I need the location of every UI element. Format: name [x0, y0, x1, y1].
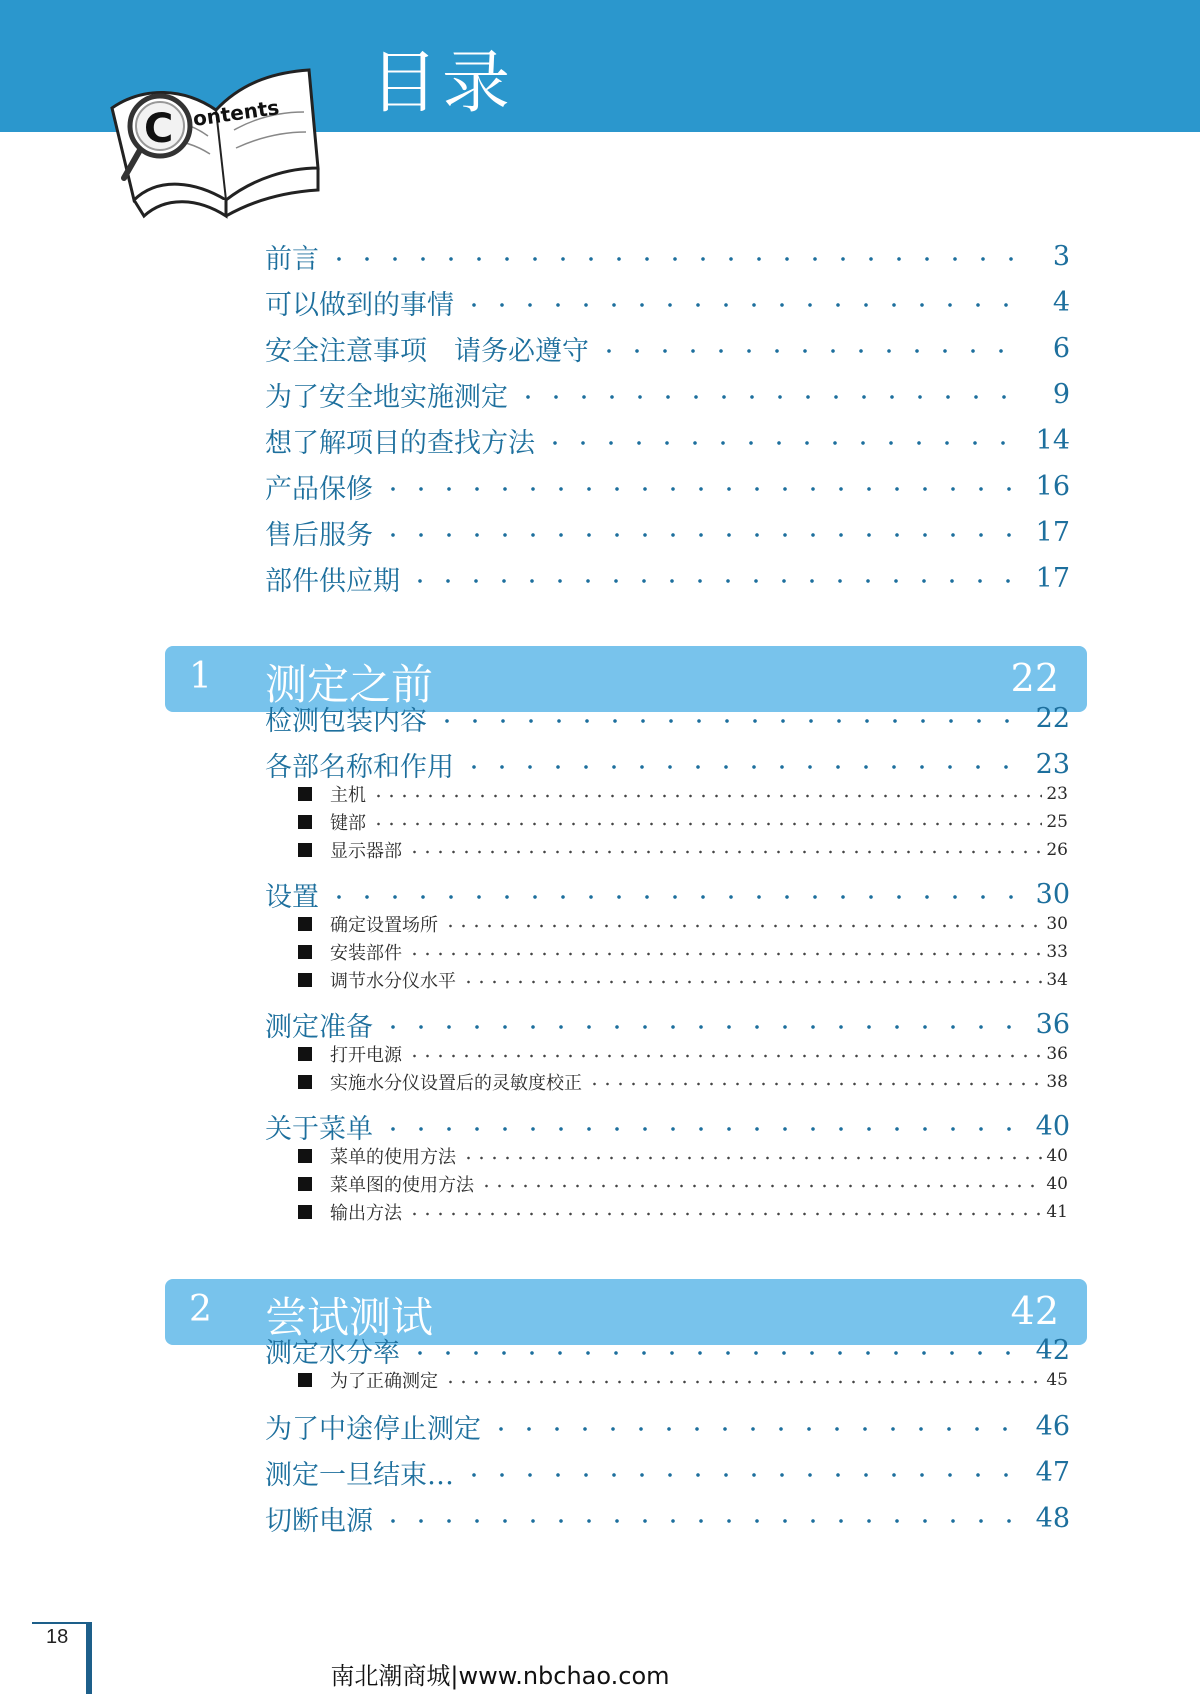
toc-entry-label: 关于菜单 — [265, 1113, 373, 1145]
square-bullet-icon — [298, 973, 312, 987]
toc-entry-label: 测定水分率 — [265, 1337, 400, 1369]
toc-subentry-label: 主机 — [330, 785, 366, 806]
toc-entry[interactable] — [265, 1104, 1070, 1148]
chapter-title: 测定之前 — [265, 660, 434, 709]
toc-entry-page: 6 — [1052, 332, 1070, 364]
square-bullet-icon — [298, 1177, 312, 1191]
toc-subentry-label: 显示器部 — [330, 841, 402, 862]
square-bullet-icon — [298, 945, 312, 959]
toc-entry[interactable] — [265, 1496, 1070, 1540]
toc-subentry-label: 键部 — [330, 813, 366, 834]
toc-subentry-page: 36 — [1046, 1044, 1068, 1064]
toc-subentry-page: 45 — [1046, 1370, 1068, 1390]
dot-leader — [514, 394, 1026, 400]
toc-entry-label: 测定准备 — [265, 1011, 373, 1043]
toc-entry[interactable] — [265, 872, 1070, 916]
toc-entry[interactable] — [265, 510, 1070, 554]
dot-leader — [379, 532, 1026, 538]
square-bullet-icon — [298, 1373, 312, 1387]
toc-subentry-label: 实施水分仪设置后的灵敏度校正 — [330, 1073, 582, 1094]
dot-leader — [325, 894, 1026, 900]
toc-subentry-label: 确定设置场所 — [330, 915, 438, 936]
square-bullet-icon — [298, 843, 312, 857]
toc-entry[interactable] — [265, 280, 1070, 324]
toc-entry[interactable] — [265, 742, 1070, 786]
dot-leader — [408, 951, 1042, 957]
toc-subentry[interactable] — [298, 939, 1068, 965]
toc-entry-label: 切断电源 — [265, 1505, 373, 1537]
toc-entry-page: 23 — [1035, 748, 1070, 780]
toc-entry-label: 测定一旦结束… — [265, 1459, 454, 1491]
toc-subentry-label: 安装部件 — [330, 943, 402, 964]
page-number: 18 — [46, 1626, 69, 1648]
dot-leader — [379, 1126, 1026, 1132]
toc-entry[interactable] — [265, 418, 1070, 462]
toc-entry-label: 各部名称和作用 — [265, 751, 454, 783]
toc-subentry-page: 30 — [1046, 914, 1068, 934]
toc-entry[interactable] — [265, 1450, 1070, 1494]
toc-entry-page: 40 — [1035, 1110, 1070, 1142]
chapter-page: 42 — [1010, 1289, 1059, 1333]
dot-leader — [462, 1155, 1042, 1161]
dot-leader — [460, 302, 1026, 308]
page-title: 目录 — [370, 44, 515, 123]
toc-subentry[interactable] — [298, 967, 1068, 993]
dot-leader — [460, 764, 1026, 770]
toc-entry[interactable] — [265, 234, 1070, 278]
toc-subentry-page: 33 — [1046, 942, 1068, 962]
toc-subentry-page: 41 — [1046, 1202, 1068, 1222]
dot-leader — [408, 1211, 1042, 1217]
toc-entry-page: 47 — [1035, 1456, 1070, 1488]
square-bullet-icon — [298, 1047, 312, 1061]
square-bullet-icon — [298, 917, 312, 931]
toc-entry-label: 售后服务 — [265, 519, 373, 551]
toc-entry[interactable] — [265, 556, 1070, 600]
square-bullet-icon — [298, 787, 312, 801]
dot-leader — [480, 1183, 1042, 1189]
toc-subentry[interactable] — [298, 1171, 1068, 1197]
contents-book-logo — [104, 50, 334, 240]
toc-entry-page: 9 — [1052, 378, 1070, 410]
toc-subentry[interactable] — [298, 809, 1068, 835]
dot-leader — [444, 923, 1042, 929]
toc-entry-page: 14 — [1035, 424, 1070, 456]
toc-entry[interactable] — [265, 372, 1070, 416]
toc-entry[interactable] — [265, 696, 1070, 740]
toc-entry-label: 前言 — [265, 243, 319, 275]
toc-entry-page: 46 — [1035, 1410, 1070, 1442]
footer-rule — [32, 1622, 90, 1624]
toc-subentry[interactable] — [298, 911, 1068, 937]
toc-entry[interactable] — [265, 1328, 1070, 1372]
dot-leader — [406, 1350, 1026, 1356]
toc-subentry[interactable] — [298, 1069, 1068, 1095]
dot-leader — [408, 1053, 1042, 1059]
toc-subentry-page: 23 — [1046, 784, 1068, 804]
toc-entry[interactable] — [265, 326, 1070, 370]
toc-subentry-page: 26 — [1046, 840, 1068, 860]
dot-leader — [588, 1081, 1042, 1087]
toc-entry[interactable] — [265, 464, 1070, 508]
toc-entry-label: 检测包装内容 — [265, 705, 427, 737]
chapter-title: 尝试测试 — [265, 1293, 434, 1342]
dot-leader — [462, 979, 1042, 985]
toc-entry-page: 4 — [1052, 286, 1070, 318]
toc-entry-page: 17 — [1035, 562, 1070, 594]
toc-subentry-page: 40 — [1046, 1174, 1068, 1194]
toc-entry-page: 16 — [1035, 470, 1070, 502]
toc-entry-label: 产品保修 — [265, 473, 373, 505]
dot-leader — [372, 793, 1042, 799]
chapter-page: 22 — [1010, 656, 1059, 700]
dot-leader — [406, 578, 1026, 584]
toc-subentry-label: 菜单图的使用方法 — [330, 1175, 474, 1196]
toc-entry-page: 17 — [1035, 516, 1070, 548]
toc-entry-page: 36 — [1035, 1008, 1070, 1040]
dot-leader — [372, 821, 1042, 827]
dot-leader — [444, 1379, 1042, 1385]
dot-leader — [460, 1472, 1026, 1478]
dot-leader — [379, 486, 1026, 492]
square-bullet-icon — [298, 1075, 312, 1089]
logo-c-letter: C — [144, 106, 174, 152]
toc-subentry[interactable] — [298, 1199, 1068, 1225]
toc-subentry-page: 40 — [1046, 1146, 1068, 1166]
square-bullet-icon — [298, 1149, 312, 1163]
toc-entry-page: 48 — [1035, 1502, 1070, 1534]
toc-subentry-page: 34 — [1046, 970, 1068, 990]
logo-contents-text: ontents — [191, 95, 281, 131]
chapter-number: 2 — [189, 1289, 212, 1330]
toc-subentry-label: 调节水分仪水平 — [330, 971, 456, 992]
toc-subentry-label: 为了正确测定 — [330, 1371, 438, 1392]
toc-subentry-label: 菜单的使用方法 — [330, 1147, 456, 1168]
toc-subentry-page: 25 — [1046, 812, 1068, 832]
dot-leader — [541, 440, 1026, 446]
footer-site-link[interactable]: 南北潮商城|www.nbchao.com — [330, 1662, 670, 1690]
dot-leader — [487, 1426, 1026, 1432]
toc-entry[interactable] — [265, 1002, 1070, 1046]
toc-subentry[interactable] — [298, 1041, 1068, 1067]
toc-entry-label: 可以做到的事情 — [265, 289, 454, 321]
square-bullet-icon — [298, 1205, 312, 1219]
toc-entry[interactable] — [265, 1404, 1070, 1448]
toc-entry-page: 22 — [1035, 702, 1070, 734]
toc-entry-label: 为了安全地实施测定 — [265, 381, 508, 413]
dot-leader — [595, 348, 1026, 354]
toc-subentry[interactable] — [298, 781, 1068, 807]
toc-subentry-page: 38 — [1046, 1072, 1068, 1092]
dot-leader — [379, 1024, 1026, 1030]
toc-subentry[interactable] — [298, 1367, 1068, 1393]
toc-entry-label: 想了解项目的查找方法 — [265, 427, 535, 459]
toc-entry-label: 为了中途停止测定 — [265, 1413, 481, 1445]
toc-entry-page: 3 — [1052, 240, 1070, 272]
square-bullet-icon — [298, 815, 312, 829]
dot-leader — [433, 718, 1026, 724]
toc-subentry-label: 输出方法 — [330, 1203, 402, 1224]
toc-entry-label: 安全注意事项 请务必遵守 — [265, 335, 589, 367]
dot-leader — [408, 849, 1042, 855]
toc-subentry-label: 打开电源 — [330, 1045, 402, 1066]
toc-entry-label: 部件供应期 — [265, 565, 400, 597]
chapter-number: 1 — [189, 656, 212, 697]
toc-entry-page: 30 — [1035, 878, 1070, 910]
toc-entry-label: 设置 — [265, 881, 319, 913]
toc-entry-page: 42 — [1035, 1334, 1070, 1366]
toc-subentry[interactable] — [298, 1143, 1068, 1169]
toc-subentry[interactable] — [298, 837, 1068, 863]
dot-leader — [379, 1518, 1026, 1524]
dot-leader — [325, 256, 1026, 262]
